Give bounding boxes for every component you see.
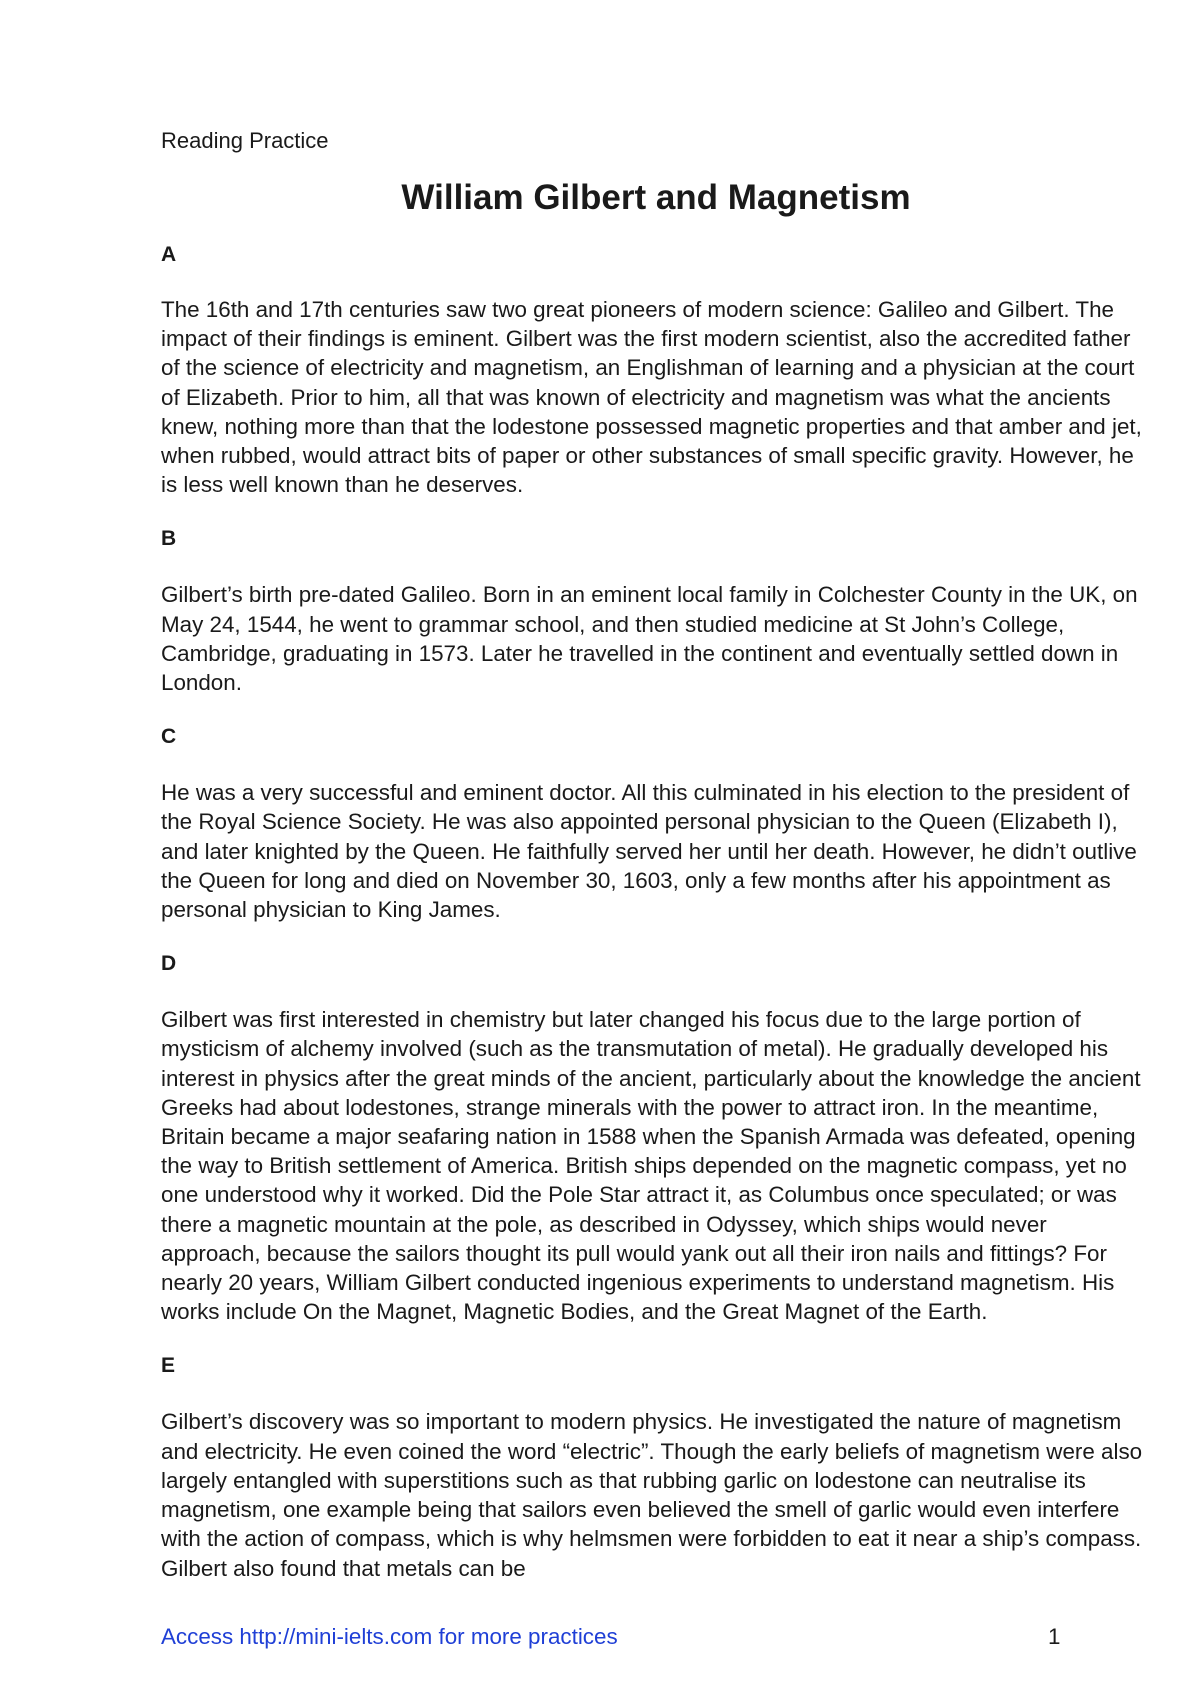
document-label: Reading Practice (161, 128, 329, 153)
section-paragraph-a: The 16th and 17th centuries saw two great pioneers of modern science: Galileo and Gilbert. The impact of their findings is eminent. Gilbert was the first modern scientist, also the accredited father of the science of electricity and magnetism, an Englishman of learning and a physician at the court of Elizabeth. Prior to him, all that was known of electricity and magnetism was what the ancients knew, nothing more than that the lodestone possessed magnetic properties and that amber and jet, when rubbed, would attract bits of paper or other substances of small specific gravity. However, he is less well known than he deserves. (161, 297, 1142, 498)
section-paragraph-e: Gilbert’s discovery was so important to modern physics. He investigated the nature of magnetism and electricity. He even coined the word “electric”. Though the early beliefs of magnetism were also largely entangled with superstitions such as that rubbing garlic on lodestone can neutralise its magnetism, one example being that sailors even believed the smell of garlic would even interfere with the action of compass, which is why helmsmen were forbidden to eat it near a ship’s compass. Gilbert also found that metals can be (161, 1409, 1143, 1581)
document-content (161, 126, 1151, 1583)
section-letter-d: D (161, 952, 177, 976)
document-title: William Gilbert and Magnetism (401, 178, 911, 217)
section-letter-c: C (161, 725, 177, 749)
section-paragraph-c: He was a very successful and eminent doctor. All this culminated in his election to the president of the Royal Science Society. He was also appointed personal physician to the Queen (Elizabeth I), and later knighted by the Queen. He faithfully served her until her death. However, he didn’t outlive the Queen for long and died on November 30, 1603, only a few months after his appointment as personal physician to King James. (161, 780, 1137, 923)
section-paragraph-b: Gilbert’s birth pre-dated Galileo. Born in an eminent local family in Colchester County in the UK, on May 24, 1544, he went to grammar school, and then studied medicine at St John’s College, Cambridge, graduating in 1573. Later he travelled in the continent and eventually settled down in London. (161, 582, 1138, 696)
section-paragraph-d: Gilbert was first interested in chemistry but later changed his focus due to the large portion of mysticism of alchemy involved (such as the transmutation of metal). He gradually developed his interest in physics after the great minds of the ancient, particularly about the knowledge the ancient Greeks had about lodestones, strange minerals with the power to attract iron. In the meantime, Britain became a major seafaring nation in 1588 when the Spanish Armada was defeated, opening the way to British settlement of America. British ships depended on the magnetic compass, yet no one understood why it worked. Did the Pole Star attract it, as Columbus once speculated; or was there a magnetic mountain at the pole, as described in Odyssey, which ships would never approach, because the sailors thought its pull would yank out all their iron nails and fittings? For nearly 20 years, William Gilbert conducted ingenious experiments to understand magnetism. His works include On the Magnet, Magnetic Bodies, and the Great Magnet of the Earth. (161, 1007, 1141, 1325)
section-letter-e: E (161, 1354, 176, 1378)
section-letter-b: B (161, 527, 177, 551)
page-number: 1 (1048, 1624, 1061, 1649)
section-letter-a: A (161, 243, 177, 266)
footer-link[interactable]: Access http://mini-ielts.com for more practices (161, 1624, 618, 1649)
